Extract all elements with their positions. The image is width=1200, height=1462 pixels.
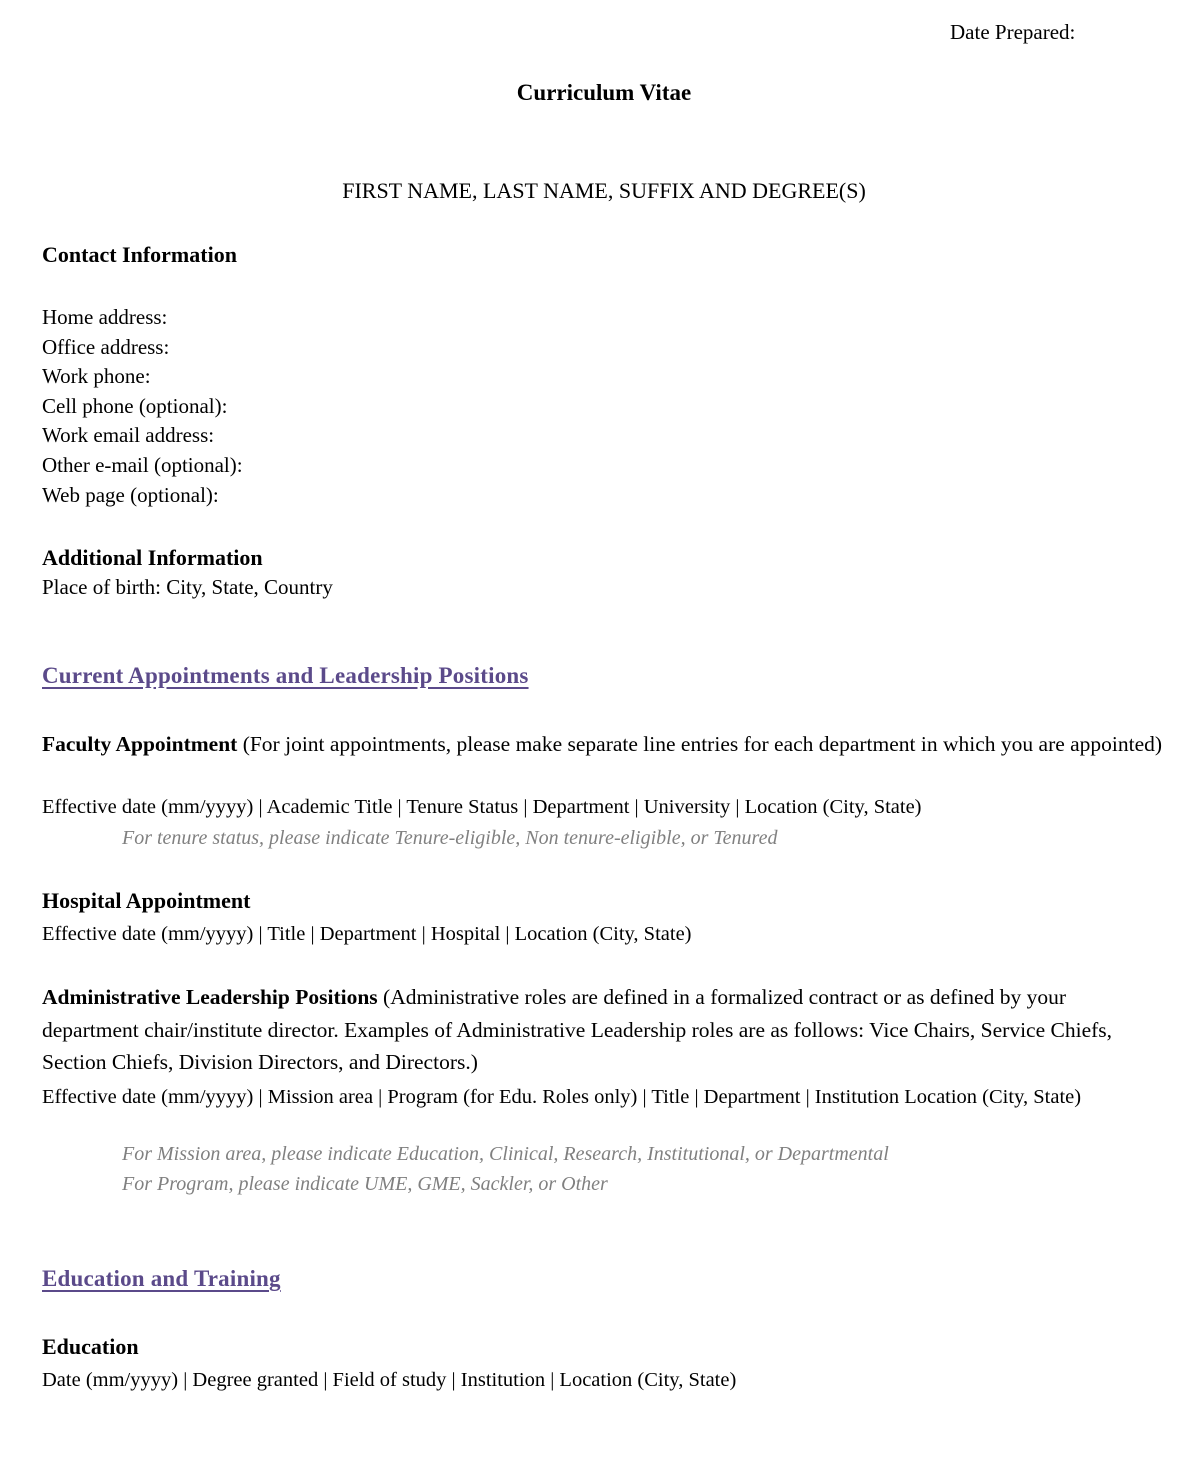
faculty-appointment-heading: Faculty Appointment [42, 732, 238, 756]
date-prepared-label: Date Prepared: [950, 20, 1076, 44]
place-of-birth-line: Place of birth: City, State, Country [42, 575, 333, 599]
administrative-leadership-heading: Administrative Leadership Positions [42, 985, 378, 1009]
name-placeholder: FIRST NAME, LAST NAME, SUFFIX AND DEGREE(S) [342, 178, 866, 203]
education-training-section-heading: Education and Training [42, 1266, 281, 1291]
education-format: Date (mm/yyyy) | Degree granted | Field of study | Institution | Location (City, State) [42, 1369, 737, 1391]
document-title: Curriculum Vitae [516, 80, 692, 105]
contact-field-other-email: Other e-mail (optional): [42, 452, 243, 477]
administrative-leadership-format: Effective date (mm/yyyy) | Mission area | Program (for Edu. Roles only) | Title | Department | Institution Location (City, State) [42, 1086, 1082, 1108]
current-appointments-section-heading: Current Appointments and Leadership Positions [42, 663, 529, 688]
education-heading: Education [42, 1334, 139, 1359]
tenure-status-note: For tenure status, please indicate Tenure-eligible, Non tenure-eligible, or Tenured [122, 827, 778, 849]
contact-field-web-page: Web page (optional): [42, 482, 219, 507]
hospital-appointment-format: Effective date (mm/yyyy) | Title | Department | Hospital | Location (City, State) [42, 923, 692, 945]
administrative-leadership-description: (Administrative roles are defined in a formalized contract or as defined by your department chair/institute director. Examples of Administrative Leadership roles are as follows: Vice Chairs, Service Chiefs, Section Chiefs, Division Directors, and Directors.) [42, 985, 1113, 1074]
hospital-appointment-heading: Hospital Appointment [42, 888, 251, 913]
contact-field-cell-phone: Cell phone (optional): [42, 393, 228, 418]
contact-field-list [42, 303, 243, 510]
administrative-leadership-paragraph [42, 981, 1167, 1079]
contact-field-work-email: Work email address: [42, 423, 215, 448]
contact-field-work-phone: Work phone: [42, 364, 151, 389]
contact-information-heading: Contact Information [42, 242, 237, 267]
faculty-appointment-description: (For joint appointments, please make separate line entries for each department in which you are appointed) [237, 732, 1163, 756]
mission-area-note: For Mission area, please indicate Education, Clinical, Research, Institutional, or Departmental [122, 1143, 889, 1165]
contact-field-home-address: Home address: [42, 305, 168, 329]
contact-field-office-address: Office address: [42, 334, 170, 359]
additional-information-heading: Additional Information [42, 545, 263, 570]
faculty-appointment-format: Effective date (mm/yyyy) | Academic Title | Tenure Status | Department | University | Location (City, State) [42, 796, 922, 818]
program-note: For Program, please indicate UME, GME, Sackler, or Other [122, 1173, 608, 1195]
faculty-appointment-paragraph [42, 728, 1167, 761]
